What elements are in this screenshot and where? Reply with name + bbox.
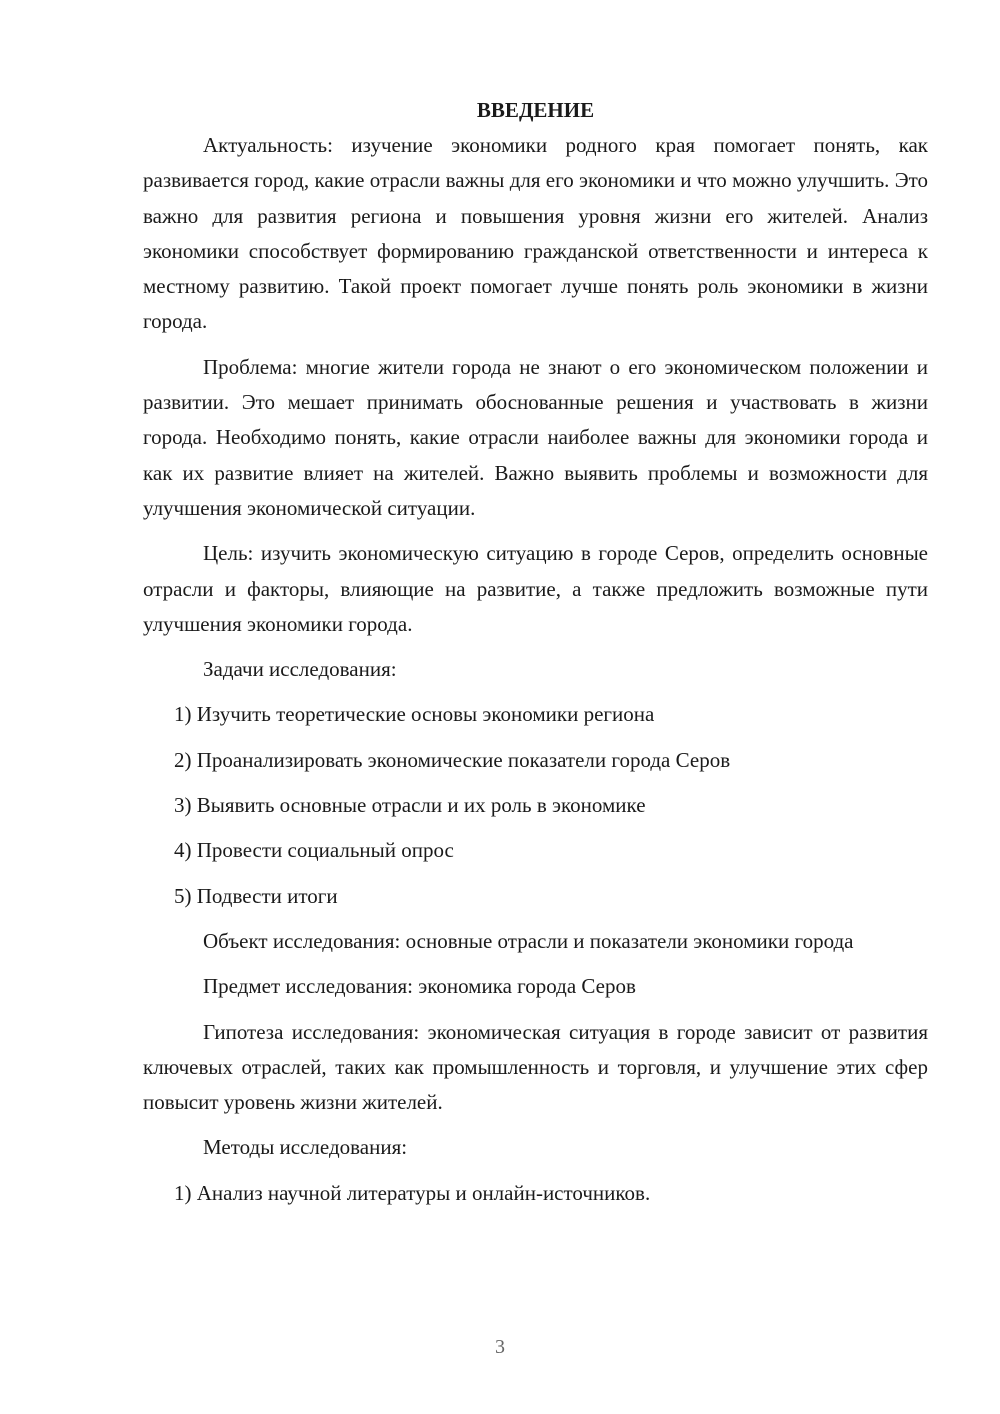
goal-paragraph: Цель: изучить экономическую ситуацию в городе Серов, определить основные отрасли и факторы, влияющие на развитие, а также предложить возможные пути улучшения экономики города.	[143, 541, 928, 636]
tasks-heading: Задачи исследования:	[203, 657, 397, 682]
section-heading: ВВЕДЕНИЕ	[476, 98, 595, 122]
task-item-2: 2) Проанализировать экономические показатели города Серов	[174, 747, 731, 772]
subject-paragraph: Предмет исследования: экономика города Серов	[203, 974, 636, 999]
method-item-1: 1) Анализ научной литературы и онлайн-источников.	[174, 1180, 651, 1205]
task-item-1: 1) Изучить теоретические основы экономики региона	[174, 702, 655, 727]
hypothesis-paragraph: Гипотеза исследования: экономическая ситуация в городе зависит от развития ключевых отраслей, таких как промышленность и торговля, и улучшение этих сфер повысит уровень жизни жителей.	[143, 1019, 928, 1115]
page-content	[143, 92, 928, 1211]
page-number: 3	[495, 1336, 505, 1358]
methods-heading: Методы исследования:	[203, 1135, 408, 1160]
task-item-4: 4) Провести социальный опрос	[174, 838, 454, 863]
relevance-paragraph: Актуальность: изучение экономики родного края помогает понять, как развивается город, какие отрасли важны для его экономики и что можно улучшить. Это важно для развития региона и повышения уровня жизни его жителей. Анализ экономики способствует формированию гражданской ответственности и интереса к местному развитию. Такой проект помогает лучше понять роль экономики в жизни города.	[143, 133, 928, 334]
task-item-3: 3) Выявить основные отрасли и их роль в экономике	[174, 793, 646, 818]
problem-paragraph: Проблема: многие жители города не знают о его экономическом положении и развитии. Это мешает принимать обоснованные решения и участвовать в жизни города. Необходимо понять, какие отрасли наиболее важны для экономики города и как их развитие влияет на жителей. Важно выявить проблемы и возможности для улучшения экономической ситуации.	[143, 354, 928, 520]
task-item-5: 5) Подвести итоги	[174, 883, 338, 908]
object-paragraph: Объект исследования: основные отрасли и показатели экономики города	[203, 928, 854, 953]
